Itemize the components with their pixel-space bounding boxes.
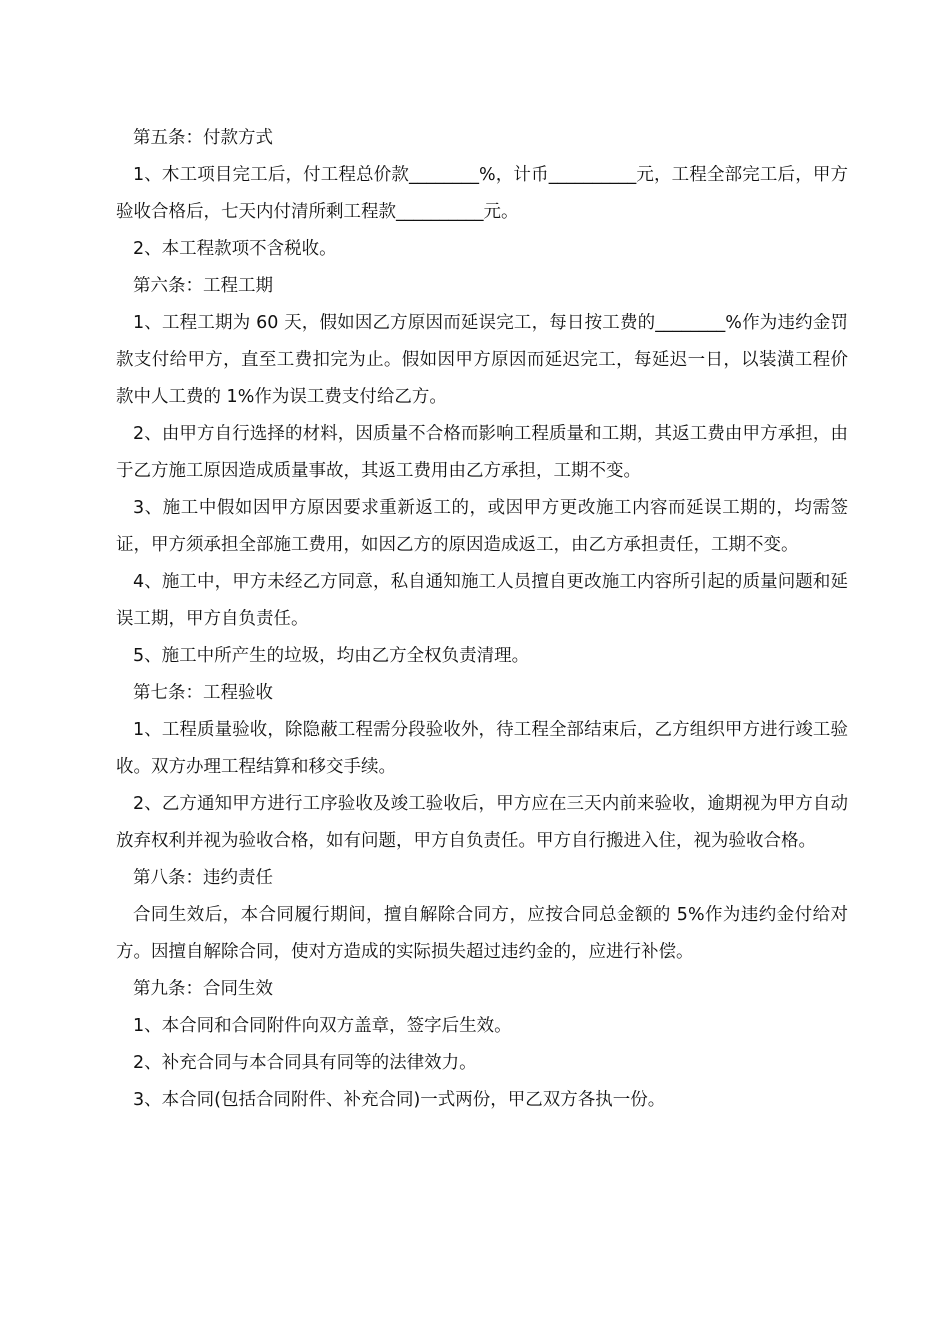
paragraph: 2、乙方通知甲方进行工序验收及竣工验收后，甲方应在三天内前来验收，逾期视为甲方自动放弃权利并视为验收合格，如有问题，甲方自负责任。甲方自行搬进入住，视为验收合格。 (116, 794, 848, 851)
paragraph: 3、施工中假如因甲方原因要求重新返工的，或因甲方更改施工内容而延误工期的，均需签证，甲方须承担全部施工费用，如因乙方的原因造成返工，由乙方承担责任，工期不变。 (116, 498, 848, 555)
paragraph: 合同生效后，本合同履行期间，擅自解除合同方，应按合同总金额的 5%作为违约金付给对方。因擅自解除合同，使对方造成的实际损失超过违约金的，应进行补偿。 (116, 905, 848, 962)
paragraph: 1、木工项目完工后，付工程总价款________%，计币__________元，工程全部完工后，甲方验收合格后，七天内付清所剩工程款__________元。 (116, 165, 848, 222)
paragraph: 2、本工程款项不含税收。 (133, 239, 337, 259)
paragraph: 2、由甲方自行选择的材料，因质量不合格而影响工程质量和工期，其返工费由甲方承担，由于乙方施工原因造成质量事故，其返工费用由乙方承担，工期不变。 (116, 424, 848, 481)
section-heading-8: 第八条：违约责任 (133, 868, 273, 888)
paragraph: 4、施工中，甲方未经乙方同意，私自通知施工人员擅自更改施工内容所引起的质量问题和延误工期，甲方自负责任。 (116, 572, 848, 629)
paragraph: 2、补充合同与本合同具有同等的法律效力。 (133, 1053, 477, 1073)
section-heading-7: 第七条：工程验收 (133, 683, 273, 703)
document-body (116, 120, 848, 1119)
section-heading-5: 第五条：付款方式 (133, 128, 273, 148)
paragraph: 3、本合同(包括合同附件、补充合同)一式两份，甲乙双方各执一份。 (133, 1090, 666, 1110)
section-heading-6: 第六条：工程工期 (133, 276, 273, 296)
section-heading-9: 第九条：合同生效 (133, 979, 273, 999)
paragraph: 1、工程工期为 60 天，假如因乙方原因而延误完工，每日按工费的________%作为违约金罚款支付给甲方，直至工费扣完为止。假如因甲方原因而延迟完工，每延迟一日，以装潢工程价款中人工费的 1%作为误工费支付给乙方。 (116, 313, 848, 407)
paragraph: 1、本合同和合同附件向双方盖章，签字后生效。 (133, 1016, 512, 1036)
paragraph: 5、施工中所产生的垃圾，均由乙方全权负责清理。 (133, 646, 530, 666)
paragraph: 1、工程质量验收，除隐蔽工程需分段验收外，待工程全部结束后，乙方组织甲方进行竣工验收。双方办理工程结算和移交手续。 (116, 720, 848, 777)
